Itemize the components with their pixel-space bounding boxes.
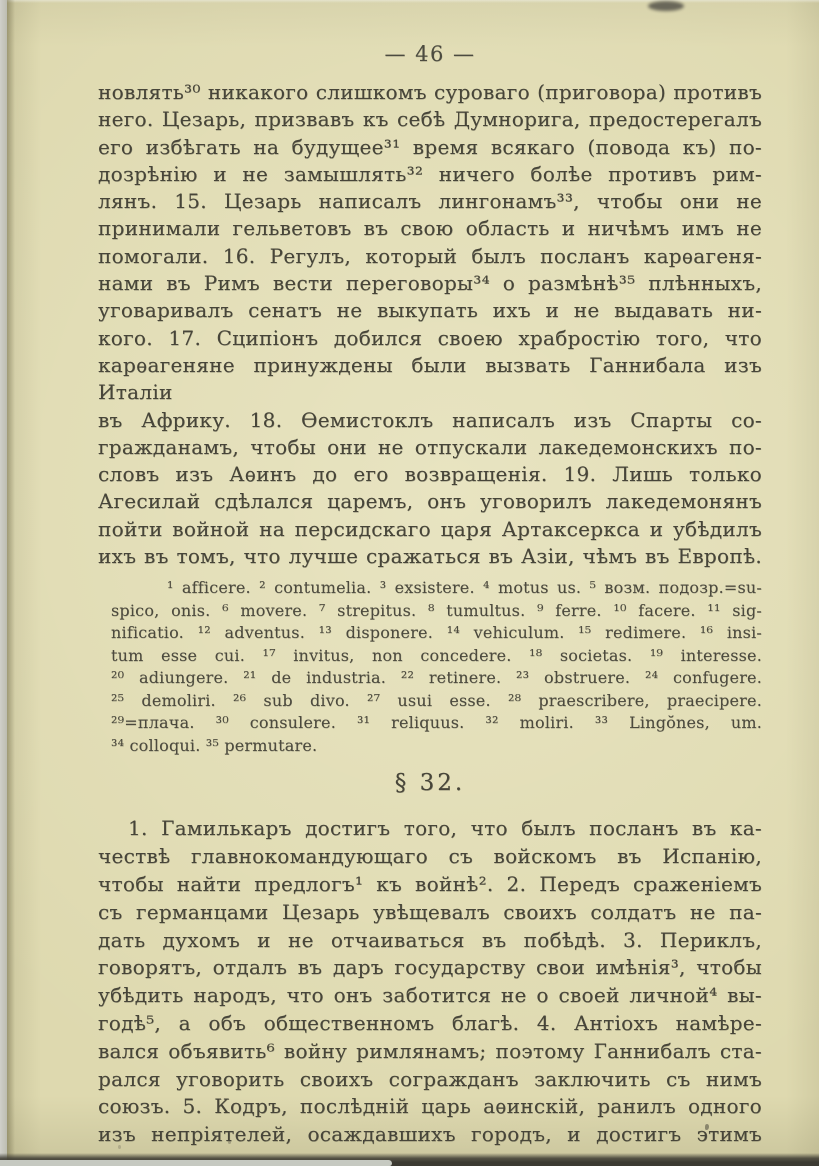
scan-edge-top	[0, 0, 819, 3]
text-line: tum esse cui. ¹⁷ invitus, non concedere. ¹⁸ societas. ¹⁹ interesse.	[111, 645, 762, 665]
section-heading: § 32.	[394, 770, 466, 797]
text-line: помогали. 16. Регулъ, который былъ посланъ карѳагеня-	[98, 243, 762, 268]
text-line: союзъ. 5. Кодръ, послѣдній царь аѳинскій, ранилъ одного	[98, 1094, 762, 1119]
text-line: съ германцами Цезарь увѣщевалъ своихъ солдатъ не па-	[98, 899, 762, 924]
text-line: чествѣ главнокомандующаго съ войскомъ въ Испанію,	[98, 844, 762, 869]
scan-smudge	[648, 1, 684, 11]
scan-edge-left	[0, 0, 7, 1166]
text-line: spico, onis. ⁶ movere. ⁷ strepitus. ⁸ tumultus. ⁹ ferre. ¹⁰ facere. ¹¹ sig-	[111, 600, 762, 620]
text-line: кого. 17. Сципіонъ добился своею храбростію того, что	[98, 325, 762, 350]
text-line: въ Африку. 18. Ѳемистоклъ написалъ изъ Спарты со-	[98, 407, 762, 432]
text-line: него. Цезарь, призвавъ къ себѣ Думнорига, предостерегалъ	[98, 107, 762, 132]
text-line: дозрѣнію и не замышлять³² ничего болѣе противъ рим-	[98, 161, 762, 186]
text-line: гражданамъ, чтобы они не отпускали лакедемонскихъ по-	[98, 434, 762, 459]
exercise-paragraph-continuation	[98, 79, 762, 570]
text-line: Агесилай сдѣлался царемъ, онъ уговорилъ лакедемонянъ	[98, 489, 762, 514]
text-line: уговаривалъ сенатъ не выкупать ихъ и не выдавать ни-	[98, 298, 762, 323]
text-line: карѳагеняне принуждены были вызвать Ганнибала изъ Италіи	[98, 352, 762, 405]
text-line: вался объявить⁶ войну римлянамъ; поэтому Ганнибалъ ста-	[98, 1038, 762, 1063]
exercise-paragraph-section32	[98, 815, 762, 1149]
text-line: его избѣгать на будущее³¹ время всякаго (повода къ) по-	[98, 134, 762, 159]
text-line: nificatio. ¹² adventus. ¹³ disponere. ¹⁴ vehiculum. ¹⁵ redimere. ¹⁶ insi-	[111, 623, 762, 643]
text-line: изъ непріятелей, осаждавшихъ городъ, и достигъ этимъ	[98, 1122, 762, 1147]
text-line: словъ изъ Аѳинъ до его возвращенія. 19. Лишь только	[98, 462, 762, 487]
page-content	[98, 42, 762, 1149]
scan-edge-bottom-light	[0, 1160, 392, 1166]
text-line: новлять³⁰ никакого слишкомъ суроваго (приговора) противъ	[98, 80, 762, 104]
page-number: — 46 —	[384, 42, 476, 66]
scan-edge-left-shadow	[7, 0, 15, 1166]
text-line: ²⁵ demoliri. ²⁶ sub divo. ²⁷ usui esse. ²⁸ praescribere, praecipere.	[111, 690, 762, 710]
text-line: пойти войной на персидскаго царя Артаксеркса и убѣдилъ	[98, 516, 762, 541]
text-line: 1. Гамилькаръ достигъ того, что былъ посланъ въ ка-	[128, 816, 762, 841]
text-line: ²⁰ adiungere. ²¹ de industria. ²² retinere. ²³ obstruere. ²⁴ confugere.	[111, 668, 762, 688]
text-line: годѣ⁵, а объ общественномъ благѣ. 4. Антіохъ намѣре-	[98, 1010, 762, 1035]
text-line: дать духомъ и не отчаиваться въ побѣдѣ. 3. Периклъ,	[98, 927, 762, 952]
text-line: ²⁹=плача. ³⁰ consulere. ³¹ reliquus. ³² moliri. ³³ Lingŏnes, um.	[111, 713, 762, 733]
text-line: чтобы найти предлогъ¹ къ войнѣ². 2. Передъ сраженіемъ	[98, 871, 762, 896]
text-line: рался уговорить своихъ согражданъ заключить съ нимъ	[98, 1066, 762, 1091]
footnotes-block	[98, 577, 762, 757]
text-line: ¹ afficere. ² contumelia. ³ exsistere. ⁴ motus us. ⁵ возм. подозр.=su-	[167, 578, 762, 598]
text-line: лянъ. 15. Цезарь написалъ лингонамъ³³, чтобы они не	[98, 189, 762, 214]
text-line: ³⁴ colloqui. ³⁵ permutare.	[111, 735, 318, 755]
text-line: убѣдить народъ, что онъ заботится не о своей личной⁴ вы-	[98, 983, 762, 1008]
text-line: принимали гельветовъ въ свою область и ничѣмъ имъ не	[98, 216, 762, 241]
text-line: ихъ въ томъ, что лучше сражаться въ Азіи, чѣмъ въ Европѣ.	[98, 544, 762, 569]
text-line: нами въ Римъ вести переговоры³⁴ о размѣнѣ³⁵ плѣнныхъ,	[98, 271, 762, 296]
text-line: говорятъ, отдалъ въ даръ государству свои имѣнія³, чтобы	[98, 955, 762, 980]
